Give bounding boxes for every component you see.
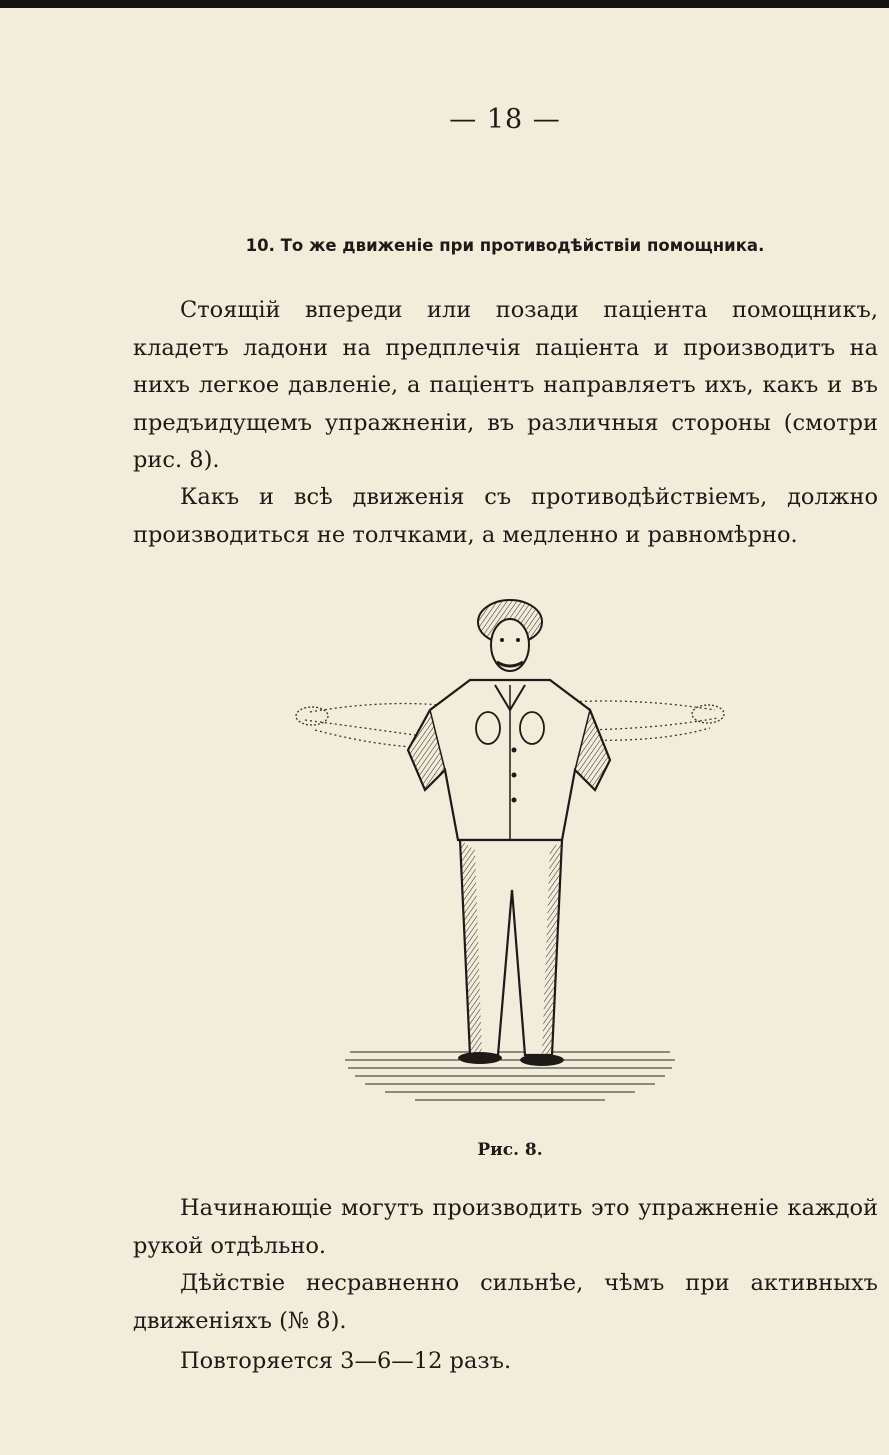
ground-shadow — [345, 1052, 675, 1100]
paragraph-1: Стоящій впереди или позади паціента помощникъ, кладетъ ладони на предплечія паціента и производитъ на нихъ легкое давленіе, а паціентъ направляетъ ихъ, какъ и въ предъидущемъ упражненіи, въ различныя стороны (смотри рис. 8). — [133, 297, 878, 473]
scan-top-edge — [0, 0, 889, 8]
paragraph-4: Дѣйствіе несравненно сильнѣе, чѣмъ при активныхъ движеніяхъ (№ 8). — [133, 1270, 878, 1334]
head — [478, 600, 542, 671]
paragraph-3: Начинающіе могутъ производить это упражненіе каждой рукой отдѣльно. — [133, 1195, 878, 1259]
figure-caption: Рис. 8. — [477, 1140, 543, 1160]
figure-illustration — [290, 590, 730, 1120]
section-heading: 10. То же движеніе при противодѣйствіи помощника. — [245, 236, 765, 255]
paragraph-5: Повторяется 3—6—12 разъ. — [180, 1348, 512, 1374]
page-number: — 18 — — [449, 104, 561, 135]
standing-man-engraving — [290, 590, 730, 1120]
paragraph-2: Какъ и всѣ движенія съ противодѣйствіемъ, должно производиться не толчками, а медленно и равномѣрно. — [133, 484, 878, 548]
